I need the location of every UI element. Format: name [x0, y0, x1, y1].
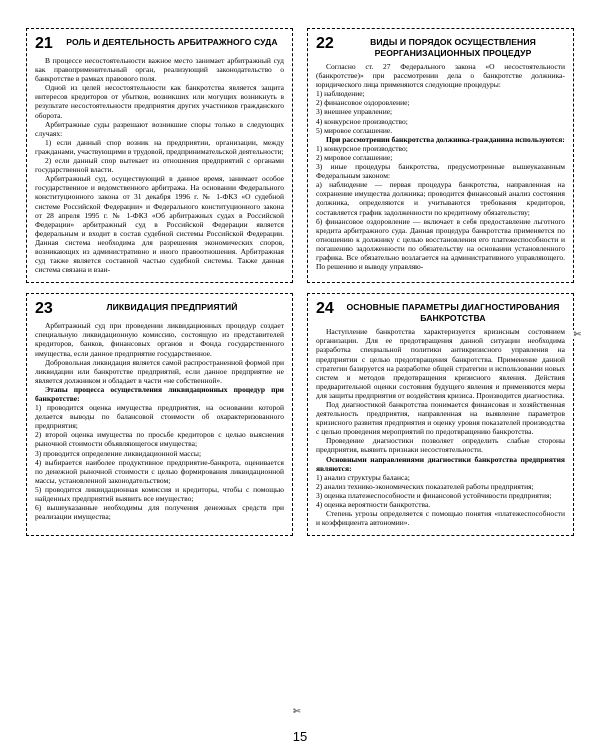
paragraph: Проведение диагностики позволяет определить слабые стороны предприятия, выявить признаки несостоятельности.: [316, 436, 565, 455]
paragraph: Согласно ст. 27 Федерального закона «О несостоятельности (банкротстве)» при рассмотрении дела о банкротстве должника-юридического лица применяются следующие процедуры:: [316, 62, 565, 90]
paragraph: 1) наблюдение;: [316, 89, 365, 99]
paragraph: 6) вышеуказанные необходимы для получения денежных средств при реализации имущества;: [35, 503, 284, 522]
paragraph: 3) проводится определение ликвидационной массы;: [35, 448, 202, 458]
card-24-title: ОСНОВНЫЕ ПАРАМЕТРЫ ДИАГНОСТИРОВАНИЯ БАНКРОТСТВА: [346, 302, 560, 323]
card-21-body: [35, 56, 284, 274]
paragraph: 2) второй оценка имущества по просьбе кредиторов с целью выяснения рыночной стоимости объявляющегося имущества;: [35, 430, 284, 449]
paragraph-bold: При рассмотрении банкротства должника-гражданина используются:: [326, 134, 565, 144]
card-21-number: 21: [35, 35, 53, 52]
card-23-title: ЛИКВИДАЦИЯ ПРЕДПРИЯТИЙ: [106, 302, 238, 313]
card-22-title: ВИДЫ И ПОРЯДОК ОСУЩЕСТВЛЕНИЯ РЕОРГАНИЗАЦИОННЫХ ПРОЦЕДУР: [370, 37, 536, 58]
paragraph: 3) иные процедуры банкротства, предусмотренные вышеуказанным Федеральным законом:: [316, 162, 565, 181]
card-22-body: [316, 62, 565, 271]
paragraph: 5) мировое соглашение.: [316, 125, 393, 135]
paragraph: 4) выбирается наиболее продуктивное предприятие-банкрота, оценивается по денежной рыночной стоимости с целью формирования ликвидационной массы, установленной законодательством;: [35, 457, 284, 485]
card-22-number: 22: [316, 35, 334, 52]
paragraph: 5) проводится ликвидационная комиссия и кредиторы, чтобы с помощью найденных предприятий выявить все имущество;: [35, 484, 284, 504]
paragraph: 2) анализ технико-экономических показателей работы предприятия;: [316, 481, 534, 491]
card-21-title: РОЛЬ И ДЕЯТЕЛЬНОСТЬ АРБИТРАЖНОГО СУДА: [66, 37, 278, 47]
card-23-number: 23: [35, 300, 53, 318]
paragraph: 2) мировое соглашение;: [316, 152, 393, 162]
card-23-header: [35, 300, 284, 317]
card-23-body: [35, 321, 284, 521]
paragraph: 4) конкурсное производство;: [316, 116, 408, 126]
paragraph-bold: Основными направлениями диагностики банкротства предприятия являются:: [316, 454, 565, 473]
card-22: [307, 28, 574, 283]
scissors-icon: ✄: [573, 329, 581, 339]
card-23: [26, 293, 293, 536]
card-grid: [26, 28, 574, 536]
paragraph: Наступление банкротства характеризуется кризисным состоянием организации. Для ее предотвращения данной ситуации необходима разработка специальной политики антикризисного управления на предприятии с целью предотвращения банкротства. Применение данной стратегии базируется на разработке общей стратегии и использовании новых систем и методов предотвращения кризисного явления. Действия предварительной оценки состояния будущего явления и применяются меры для защиты предприятия от воздействия кризиса. Производится диагностика.: [316, 327, 565, 400]
card-24-body: [316, 327, 565, 527]
card-22-header: [316, 35, 565, 58]
paragraph: б) финансовое оздоровление — включает в себя предоставление льготного кредита арбитражного суда. Данная процедура банкротства применяется по отношению к должнику с целью восстановления его платежеспособности и погашению задолженности по обязательству на основании установленного графика. Все обязательно возлагается на административного управляющего. По решению и выводу управляю-: [316, 216, 565, 272]
paragraph: Арбитражный суд при проведении ликвидационных процедур создает специальную ликвидационную комиссию, состоящую из представителей кредиторов, банков, финансовых органов и Фонда государственного имущества, если данное предприятие государственное.: [35, 321, 284, 358]
paragraph: Арбитражный суд, осуществующий в данное время, занимает особое государственное и ведомственного арбитража. На основании Федерального конституционного закона от 31 декабря 1996 г. № 1-ФКЗ «О судебной системе Российской Федерации» и Федерального конституционного закона от 28 апреля 1995 г. № 1-ФКЗ «Об арбитражных судах в Российской Федерации» арбитражный суд в Российской Федерации является федеральным и входит в состав судебной системы Российской Федерации. Данная система необходима для разрешения экономических споров, возникающих из административно и иного правоотношения. Арбитражная суд также является составной частью судебной системы. Также данная система связана и взаи-: [35, 174, 284, 275]
paragraph: 4) оценка вероятности банкротства.: [316, 500, 431, 510]
paragraph: 3) внешнее управление;: [316, 107, 393, 117]
paragraph-bold: Этапы процесса осуществления ликвидационных процедур при банкротстве:: [35, 384, 284, 403]
card-21: [26, 28, 293, 283]
paragraph: Под диагностикой банкротства понимается финансовая и хозяйственная деятельность предприятия, направленная на выявление параметров кризисного развития предприятия и оценку уровня показателей производства с целью проведения мероприятий по предотвращению банкротства.: [316, 400, 565, 437]
card-21-header: [35, 35, 284, 52]
paragraph: 1) если данный спор возник на предприятии, организации, между гражданами, участвующими в трудовой, предпринимательской деятельности;: [35, 137, 284, 156]
paragraph: 1) анализ структуры баланса;: [316, 472, 410, 482]
paragraph: В процессе несостоятельности важное место занимает арбитражный суд как правоприменительный орган, реализующий законодательство о банкротстве в рамках правового поля.: [35, 56, 284, 84]
paragraph: 1) конкурсное производство;: [316, 143, 408, 153]
card-24-header: [316, 300, 565, 323]
paragraph: а) наблюдение — первая процедура банкротства, направленная на сохранение имущества должника; проводится финансовый анализ состояния должника, определяются и учитываются требования кредиторов, составляется график задолженности по кредитному обязательству;: [316, 180, 565, 217]
card-24: [307, 293, 574, 536]
paragraph: Арбитражные суды разрешают возникшие споры только в следующих случаях:: [35, 119, 284, 138]
paragraph: Одной из целей несостоятельности как банкротства является защита интересов кредиторов от убытков, возникших или могущих возникнуть в результате несостоятельности предприятия других участников гражданского оборота.: [35, 83, 284, 120]
paragraph: Добровольная ликвидация является самой распространенной формой при ликвидации или банкротстве предприятий, если данное предприятие не является должником и обладает в части «не собственной».: [35, 357, 284, 385]
paragraph: 3) оценка платежеспособности и финансовой устойчивости предприятия;: [316, 490, 552, 500]
paragraph: 2) финансовое оздоровление;: [316, 98, 410, 108]
paragraph: 2) если данный спор вытекает из отношения предприятий с органами государственной власти.: [35, 156, 284, 175]
card-24-number: 24: [316, 300, 334, 318]
page-number: 15: [292, 729, 308, 744]
scissors-icon: ✄: [293, 706, 301, 716]
paragraph: 1) проводится оценка имущества предприятия, на основании которой делается выводы по балансовой стоимости об охарактеризованного предприятия;: [35, 403, 284, 431]
paragraph: Степень угрозы определяется с помощью понятия «платежеспособности и коэффициента автономии».: [316, 509, 565, 528]
